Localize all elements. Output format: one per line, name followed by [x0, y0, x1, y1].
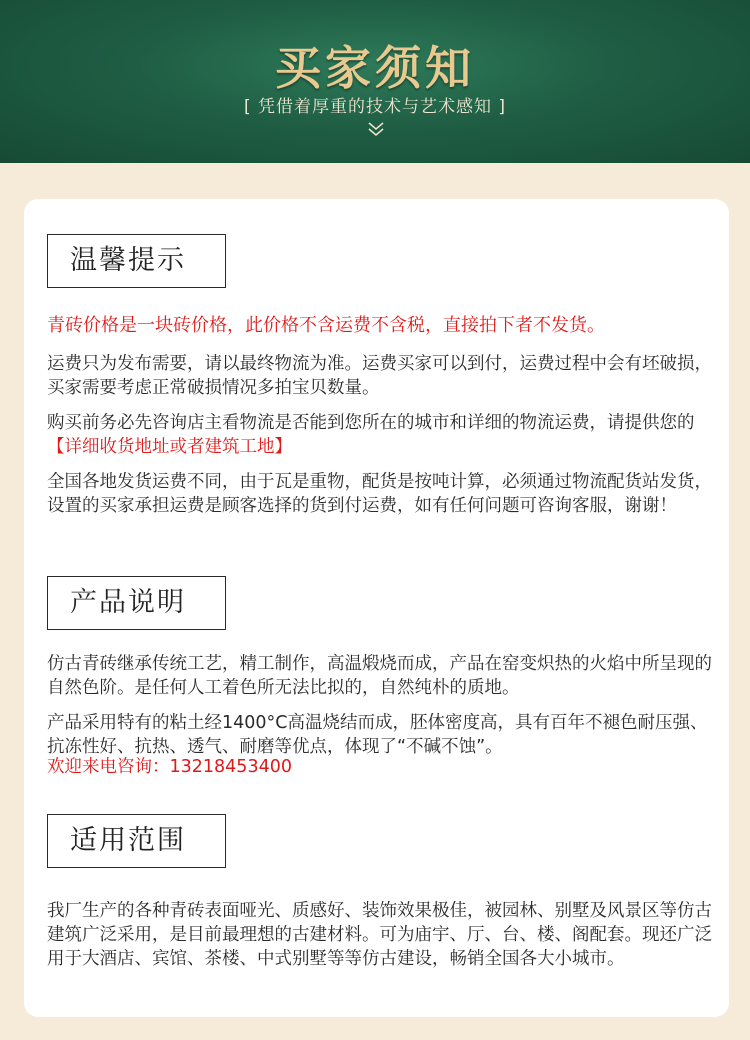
price-notice: 青砖价格是一块砖价格，此价格不含运费不含税，直接拍下者不发货。 — [47, 315, 605, 336]
freight-paragraph: 全国各地发货运费不同，由于瓦是重物，配货是按吨计算，必须通过物流配货站发货，设置的买家承担运费是顾客选择的货到付运费，如有任何问题可咨询客服，谢谢！ — [47, 472, 712, 516]
double-chevron-down-icon — [367, 120, 385, 138]
header-banner — [0, 0, 750, 163]
shipping-paragraph: 运费只为发布需要，请以最终物流为准。运费买家可以到付，运费过程中会有坯破损，买家需要考虑正常破损情况多拍宝贝数量。 — [47, 354, 712, 398]
consult-paragraph — [47, 411, 715, 459]
address-highlight: 【详细收货地址或者建筑工地】 — [47, 437, 292, 457]
section-title-scope: 适用范围 — [47, 814, 226, 868]
page-title: 买家须知 — [275, 41, 475, 95]
scope-paragraph: 我厂生产的各种青砖表面哑光、质感好、装饰效果极佳，被园林、别墅及风景区等仿古建筑广泛采用，是目前最理想的古建材料。可为庙宇、厅、台、楼、阁配套。现还广泛用于大酒店、宾馆、茶楼、中式别墅等等仿古建设，畅销全国各大小城市。 — [47, 901, 712, 969]
page-subtitle: [ 凭借着厚重的技术与艺术感知 ] — [243, 97, 507, 117]
consult-text: 购买前务必先咨询店主看物流是否能到您所在的城市和详细的物流运费，请提供您的 — [47, 413, 695, 433]
contact-phone: 欢迎来电咨询：13218453400 — [47, 757, 292, 777]
section-title-product: 产品说明 — [47, 576, 226, 630]
product-paragraph-1: 仿古青砖继承传统工艺，精工制作，高温煅烧而成，产品在窑变炽热的火焰中所呈现的自然色阶。是任何人工着色所无法比拟的，自然纯朴的质地。 — [47, 654, 712, 698]
product-paragraph-2: 产品采用特有的粘土经1400°C高温烧结而成，胚体密度高，具有百年不褪色耐压强、抗冻性好、抗热、透气、耐磨等优点，体现了“不碱不蚀”。 — [47, 713, 708, 757]
section-title-tips: 温馨提示 — [47, 234, 226, 288]
